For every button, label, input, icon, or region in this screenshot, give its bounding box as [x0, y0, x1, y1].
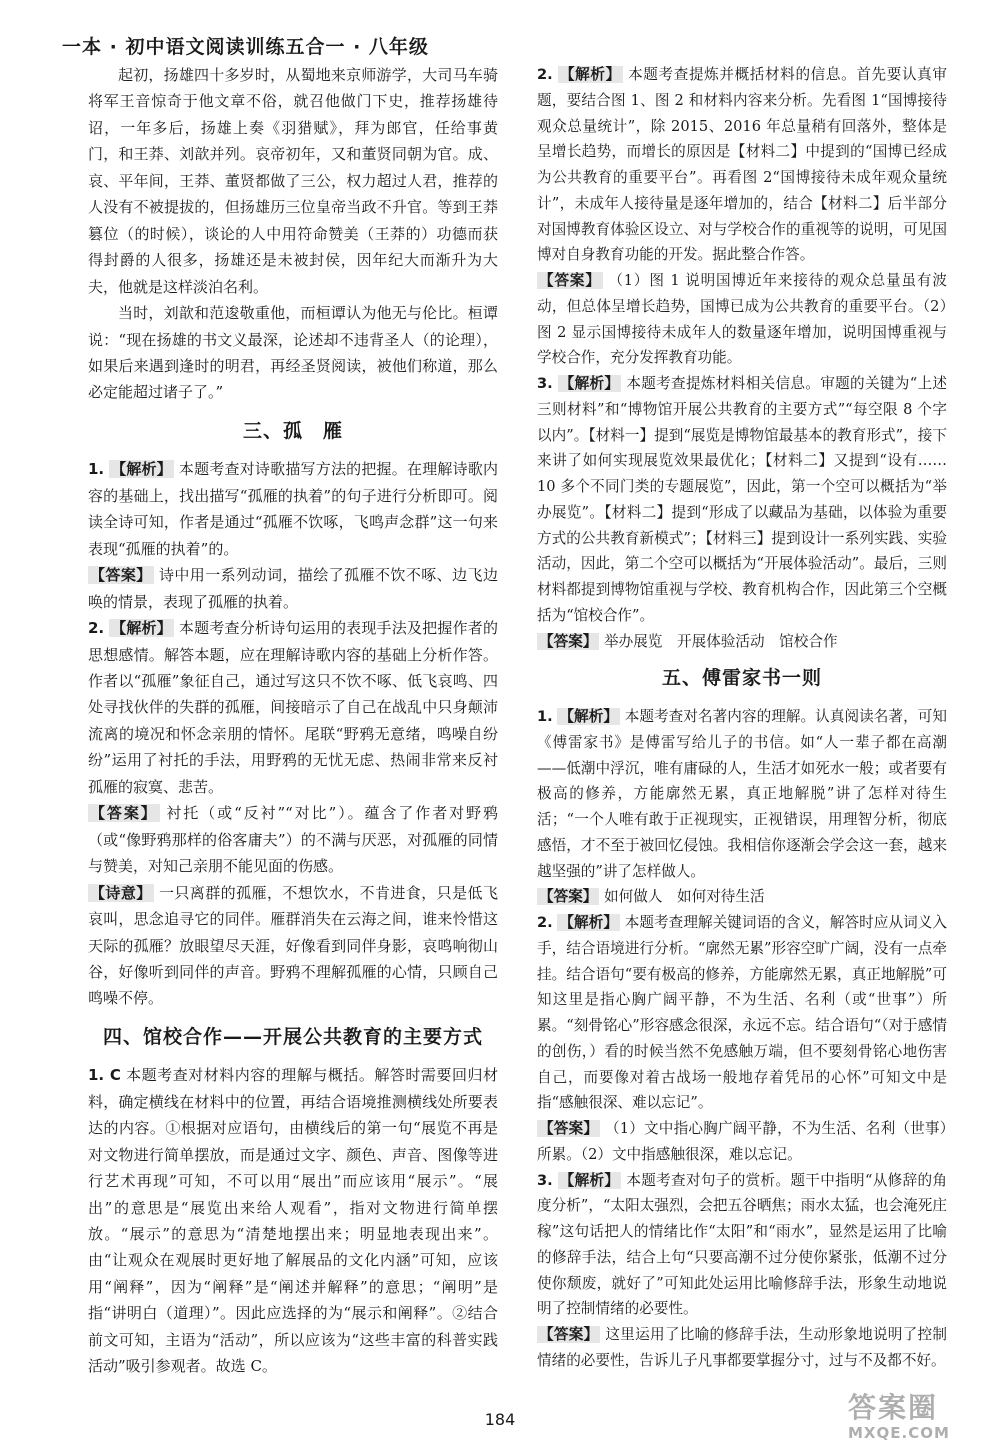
right-column	[537, 62, 947, 1374]
answer-tag: 【诗意】	[90, 883, 152, 902]
answer-item	[537, 884, 947, 910]
answer-item	[537, 1116, 947, 1168]
question-number: 3.	[537, 1171, 553, 1189]
answer-tag: 【答案】	[90, 566, 152, 585]
answer-tag: 【解析】	[111, 460, 172, 479]
answer-item	[537, 629, 947, 655]
answer-item	[88, 615, 498, 800]
answer-text: 本题考查对名著内容的理解。认真阅读名著，可知《傅雷家书》是傅雷写给儿子的书信。如“人一辈子都在高潮——低潮中浮沉，唯有庸碌的人，生活才如死水一般；或者要有极高的修养，方能廓然无累，真正地解脱”讲了怎样对待生活；“一个人唯有敢于正视现实，正视错误，用理智分析，彻底感悟，才不至于被回忆侵蚀。我相信你逐渐会学会这一套，越来越坚强的”讲了怎样做人。	[537, 708, 947, 880]
answer-text: 一只离群的孤雁，不想饮水，不肯进食，只是低飞哀叫，思念追寻它的同伴。雁群消失在云海之间，谁来怜惜这天际的孤雁？放眼望尽天涯，好像看到同伴身影，哀鸣响彻山谷，好像听到同伴的声音。野鸦不理解孤雁的心情，只顾自己鸣噪不停。	[88, 883, 498, 1008]
answer-tag: 【答案】	[539, 272, 601, 289]
question-number: 1. C	[88, 1066, 121, 1085]
watermark-url: MXQE.COM	[848, 1424, 950, 1442]
answer-item	[537, 62, 947, 268]
answer-text: 本题考查对句子的赏析。题干中指明“从修辞的角度分析”，“太阳太强烈，会把五谷晒焦；雨水太猛，也会淹死庄稼”这句话把人的情绪比作“太阳”和“雨水”，显然是运用了比喻的修辞手法，结合上句“只要高潮不过分使你紧张，低潮不过分使你颓废，就好了”可知此处运用比喻修辞手法，形象生动地说明了控制情绪的必要性。	[537, 1171, 948, 1318]
answer-tag: 【答案】	[539, 632, 598, 650]
question-number: 2.	[537, 914, 553, 931]
answer-text: （1）图 1 说明国博近年来接待的观众总量虽有波动，但总体呈增长趋势，国博已成为公共教育的重要平台。（2）图 2 显示国博接待未成年人的数量逐年增加，说明国博重视与学校合作，充分发挥教育功能。	[537, 272, 947, 367]
left-column	[88, 62, 498, 1380]
intro-paragraph: 当时，刘歆和范逡敬重他，而桓谭认为他无与伦比。桓谭说：“现在扬雄的书文义最深，论述却不违背圣人（的论理），如果后来遇到逢时的明君，再经圣贤阅读，被他们称道，那么必定能超过诸子了。”	[88, 304, 498, 402]
section-title: 三、孤 雁	[242, 419, 343, 442]
section3-items	[88, 456, 498, 1012]
answer-item	[537, 268, 947, 371]
answer-text: 如何做人 如何对待生活	[604, 888, 765, 906]
intro-paragraph: 起初，扬雄四十多岁时，从蜀地来京师游学，大司马车骑将军王音惊奇于他文章不俗，就召他做门下史，推荐扬雄待诏，一年多后，扬雄上奏《羽猎赋》，拜为郎官，任给事黄门，和王莽、刘歆并列。哀帝初年，又和董贤同朝为官。成、哀、平年间，王莽、董贤都做了三公，权力超过人君，推荐的人没有不被提拔的，但扬雄历三位皇帝当政不升官。等到王莽篡位（的时候），谈论的人中用符命赞美（王莽的）功德而获得封爵的人很多，扬雄还是未被封侯，因年纪大而渐升为大夫，他就是这样淡泊名利。	[88, 66, 498, 296]
answer-item	[537, 1168, 947, 1323]
answer-tag: 【答案】	[90, 804, 158, 823]
question-number: 2.	[537, 66, 553, 83]
answer-text: 本题考查对材料内容的理解与概括。解答时需要回归材料，确定横线在材料中的位置，再结合语境推测横线处所要表达的内容。①根据对应语句，由横线后的第一句“展览不再是对文物进行简单摆放，而是通过文字、颜色、声音、图像等进行艺术再现”可知，不可以用“展出”而应该用“展示”。“展出”的意思是“展览出来给人观看”，指对文物进行简单摆放。“展示”的意思为“清楚地摆出来；明显地表现出来”。由“让观众在观展时更好地了解展品的文化内涵”可知，应该用“阐释”，因为“阐释”是“阐述并解释”的意思；“阐明”是指“讲明白（道理）”。因此应选择的为“展示和阐释”。②结合前文可知，主语为“活动”，所以应该为“这些丰富的科普实践活动”吸引参观者。故选 C。	[88, 1066, 498, 1376]
answer-tag: 【答案】	[539, 1120, 599, 1137]
answer-tag: 【解析】	[559, 708, 619, 725]
watermark-logo	[848, 1392, 988, 1448]
answer-tag: 【解析】	[559, 66, 621, 83]
answer-item	[88, 880, 498, 1012]
answer-text: 举办展览 开展体验活动 馆校合作	[604, 632, 838, 650]
answer-text: 本题考查理解关键词语的含义，解答时应从词义入手，结合语境进行分析。“廓然无累”形容空旷广阔，没有一点牵挂。结合语句“要有极高的修养，方能廓然无累，真正地解脱”可知这里是指心胸广阔平静，不为生活、名利（或“世事”）所累。“刻骨铭心”形容感念很深，永远不忘。结合语句“（对于感情的创伤，）看的时候当然不免感触万端，但不要刻骨铭心地伤害自己，而要像对着古战场一般地存着凭吊的心怀”可知文中是指“感触很深、难以忘记”。	[537, 914, 947, 1112]
section5-items	[537, 704, 947, 1374]
answer-item	[88, 800, 498, 879]
answer-item	[537, 910, 947, 1116]
answer-tag: 【解析】	[111, 619, 172, 638]
answer-text: 本题考查提炼材料相关信息。审题的关键为“上述三则材料”和“博物馆开展公共教育的主要方式”“每空限 8 个字以内”。【材料一】提到“展览是博物馆最基本的教育形式”，接下来讲了如何实现展览效果最优化；【材料二】又提到“设有……10 多个不同门类的专题展览”，因此，第一个空可以概括为“举办展览”。【材料二】提到“形成了以藏品为基础，以体验为重要方式的公共教育新模式”；【材料三】提到设计一系列实践、实验活动，因此，第二个空可以概括为“开展体验活动”。最后，三则材料都提到博物馆重视与学校、教育机构合作，因此第三个空概括为“馆校合作”。	[537, 375, 948, 624]
answer-text: 本题考查分析诗句运用的表现手法及把握作者的思想感情。解答本题，应在理解诗歌内容的基础上分析作答。作者以“孤雁”象征自己，通过写这只不饮不啄、低飞哀鸣、四处寻找伙伴的失群的孤雁，间接暗示了自己在战乱中只身颠沛流离的境况和怀念亲朋的情怀。尾联“野鸦无意绪，鸣噪自纷纷”运用了衬托的手法，用野鸦的无忧无虑、热闹非常来反衬孤雁的寂寞、悲苦。	[88, 619, 498, 796]
question-number: 3.	[537, 375, 553, 392]
answer-text: （1）文中指心胸广阔平静，不为生活、名利（世事）所累。（2）文中指感触很深，难以忘记。	[537, 1120, 947, 1163]
answer-item	[537, 1322, 947, 1374]
answer-item	[537, 371, 947, 629]
answer-text: 本题考查提炼并概括材料的信息。首先要认真审题，要结合图 1、图 2 和材料内容来分析。先看图 1“国博接待观众总量统计”，除 2015、2016 年总量稍有回落外，整体是呈增长趋势，而增长的原因是【材料二】中提到的“国博已经成为公共教育的重要平台”。再看图 2“国博接待未成年观众量统计”，未成年人接待量是逐年增加的，结合【材料二】后半部分对国博教育体验区设立、对与学校合作的重视等的说明，可见国博对自身教育功能的开发。据此整合作答。	[537, 66, 947, 264]
watermark-text: 答案圈	[848, 1391, 939, 1424]
answer-item	[88, 456, 498, 562]
answer-text: 衬托（或“反衬”“对比”）。蕴含了作者对野鸦（或“像野鸦那样的俗客庸夫”）的不满与厌恶，对孤雁的同情与赞美，对知己亲朋不能见面的伤感。	[88, 804, 498, 876]
answer-tag: 【答案】	[539, 1326, 599, 1343]
answer-text: 这里运用了比喻的修辞手法，生动形象地说明了控制情绪的必要性，告诉儿子凡事都要掌握分寸，过与不及都不好。	[537, 1326, 947, 1369]
answer-text: 诗中用一系列动词，描绘了孤雁不饮不啄、边飞边唤的情景，表现了孤雁的执着。	[88, 566, 498, 611]
running-header: 一本 · 初中语文阅读训练五合一 · 八年级	[62, 36, 429, 58]
answer-item	[88, 1062, 498, 1379]
answer-tag: 【答案】	[539, 888, 598, 906]
section-title: 五、傅雷家书一则	[661, 667, 822, 690]
answer-tag: 【解析】	[559, 914, 619, 931]
answer-tag: 【解析】	[559, 1171, 620, 1189]
section4-items	[88, 1062, 498, 1379]
answer-text: 本题考查对诗歌描写方法的把握。在理解诗歌内容的基础上，找出描写“孤雁的执着”的句子进行分析即可。阅读全诗可知，作者是通过“孤雁不饮啄，飞鸣声念群”这一句来表现“孤雁的执着”的。	[88, 460, 498, 558]
question-number: 1.	[537, 708, 553, 725]
page-number: 184	[484, 1410, 516, 1429]
answer-item	[537, 704, 947, 884]
section4-items-continued	[537, 62, 947, 654]
question-number: 2.	[88, 619, 105, 638]
question-number: 1.	[88, 460, 105, 479]
section-title: 四、馆校合作——开展公共教育的主要方式	[102, 1025, 483, 1048]
answer-tag: 【解析】	[559, 375, 620, 392]
answer-item	[88, 562, 498, 615]
